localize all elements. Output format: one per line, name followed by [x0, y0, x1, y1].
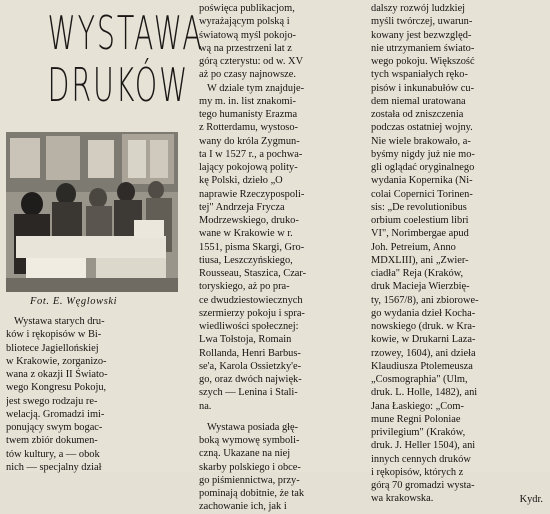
text-line: na. [199, 400, 212, 412]
text-line: se'a, Karola Ossietzky'e- [199, 360, 302, 372]
text-line: privilegium" (Kraków, [371, 427, 466, 438]
text-line: druk. J. Heller 1504), ani [371, 440, 476, 452]
text-line: wa krakowska. [371, 493, 434, 505]
headline-line-1: WYSTAWA [47, 6, 204, 60]
text-line: wana z okazji II Świato- [6, 369, 108, 380]
text-line: tów kultury, a — obok [6, 448, 100, 460]
headline [6, 4, 204, 122]
exhibition-photo-image [6, 132, 178, 292]
text-line: Lwa Tołstoja, Romain [199, 334, 292, 346]
text-line: Wystawa posiada głę- [207, 421, 299, 433]
text-line: Nie wiele brakowało, a- [371, 135, 471, 147]
text-line: wane w Krakowie w r. [199, 228, 293, 240]
text-line: ce dwudziestowiecznych [199, 294, 303, 306]
text-line: toryskiego, aż po pra- [199, 281, 290, 293]
text-line: wany do króla Zygmun- [199, 135, 300, 147]
photo-credit: Fot. E. Węglowski [30, 296, 118, 307]
text-line: mune Regni Poloniae [371, 413, 461, 425]
text-line: z Rotterdamu, wystoso- [199, 122, 298, 134]
text-line: orbium coelestium libri [371, 215, 469, 226]
text-line: twem zbiór dokumen- [6, 435, 98, 447]
text-line: wiedliwości społecznej: [199, 321, 299, 332]
paragraph-gap [199, 413, 363, 421]
text-line: wego pokoju. Większość [371, 56, 475, 67]
text-line: sis: „De revolutionibus [371, 201, 467, 213]
text-line: myśli twórczej, uwarun- [371, 16, 473, 28]
text-line: ciadła" Reja (Kraków, [371, 268, 464, 279]
text-line: my m. in. list znakomi- [199, 95, 296, 107]
text-line: welacją. Gromadzi imi- [6, 408, 105, 420]
text-line: „Cosmographia" (Ulm, [371, 374, 468, 385]
text-line: lający pokojową polity- [199, 162, 298, 173]
text-line: podczas ostatniej wojny. [371, 122, 473, 134]
text-line: jest swego rodzaju re- [6, 395, 98, 407]
text-line: skarby polskiego i obce- [199, 461, 301, 473]
text-line: tego humanisty Erazma [199, 109, 298, 120]
text-line: naprawie Rzeczypospoli- [199, 188, 305, 200]
text-line: nowskiego (druk. w Kra- [371, 321, 476, 332]
text-line: wą na przestrzeni lat z [199, 42, 292, 54]
text-line: Jana Łaskiego: „Com- [371, 400, 464, 412]
text-line: szermierzy pokoju i spra- [199, 307, 305, 319]
text-line: bliotece Jagiellońskiej [6, 342, 99, 354]
text-line: górą 70 gromadzi wysta- [371, 480, 475, 491]
author-signature: Kydr. [519, 493, 543, 505]
text-line: ta I w 1527 r., a pochwa- [199, 148, 303, 160]
text-line: czną. Ukazane na niej [199, 448, 291, 460]
text-line: Joh. Petreium, Anno [371, 241, 456, 253]
text-line: została od zniszczenia [371, 109, 464, 120]
headline-line-2: DRUKÓW [47, 58, 190, 112]
text-line: go wydania dzieł Kocha- [371, 307, 476, 319]
text-line: wego Kongresu Pokoju, [6, 382, 107, 394]
text-line: poświęca publikacjom, [199, 3, 295, 14]
text-line: dalszy rozwój ludzkiej [371, 3, 466, 14]
text-line: go piśmiennictwa, przy- [199, 474, 300, 486]
text-line: VI", Norimbergae apud [371, 228, 469, 240]
text-line: nich — specjalny dział [6, 461, 102, 473]
text-column-2 [199, 2, 363, 514]
text-line: boką wymowę symboli- [199, 435, 300, 446]
text-line: tej" Andrzeja Frycza [199, 201, 285, 213]
text-line: ków i rękopisów w Bi- [6, 329, 102, 341]
text-line: colai Copernici Torinen- [371, 188, 473, 200]
text-line: Wystawa starych dru- [14, 316, 105, 327]
text-line: W dziale tym znajduje- [207, 82, 305, 94]
text-line: wydania Kopernika (Ni- [371, 175, 473, 187]
text-line: byśmy nigdy już nie mo- [371, 148, 475, 160]
text-line: Klaudiusza Ptolemeusza [371, 360, 473, 372]
text-line: kę Polski, dzieło „O [199, 175, 283, 187]
text-line: gli oglądać oryginalnego [371, 162, 475, 173]
text-line: pominają dobitnie, że tak [199, 488, 305, 499]
text-line: 1551, pisma Skargi, Gro- [199, 241, 305, 253]
text-line: tiusa, Leszczyńskiego, [199, 254, 293, 266]
text-line: Rousseau, Staszica, Czar- [199, 268, 307, 279]
text-line: ponujący swym bogac- [6, 422, 103, 433]
text-line: innych cennych druków [371, 453, 471, 465]
text-line: wyrażającym polską i [199, 16, 290, 28]
text-line: kowie, w Drukarni Laza- [371, 334, 476, 346]
text-line: aż po czasy najnowsze. [199, 69, 296, 81]
text-line: nie utrzymaniem świato- [371, 42, 475, 54]
text-line: pisów i inkunabułów cu- [371, 82, 475, 94]
text-line: dem niemal uratowana [371, 95, 466, 107]
text-line: tych wspaniałych ręko- [371, 69, 468, 81]
text-line: Modrzewskiego, druko- [199, 215, 299, 226]
text-line: światową myśl pokojo- [199, 29, 296, 41]
text-column-1 [6, 315, 166, 474]
text-line: ty, 1567/8), ani zbiorowe- [371, 294, 479, 306]
text-line: i rękopisów, których z [371, 466, 464, 478]
text-line: w Krakowie, zorganizo- [6, 355, 107, 367]
text-line: górą czterystu: od w. XV [199, 56, 304, 67]
text-line: rzowey, 1604), ani dzieła [371, 347, 476, 359]
text-line: Rollanda, Henri Barbus- [199, 347, 301, 359]
text-column-3 [371, 2, 543, 506]
text-line: druk Macieja Wierzbię- [371, 281, 470, 293]
text-line: go, oraz dwóch najwięk- [199, 374, 302, 385]
text-line: MDXLIII), ani „Zwier- [371, 254, 469, 266]
text-line: zachowanie ich, jak i [199, 501, 287, 513]
text-line: kowany jest bezwzględ- [371, 29, 472, 41]
exhibition-photo [6, 132, 178, 292]
text-line: szych — Lenina i Stali- [199, 387, 298, 399]
text-line: druk. L. Holle, 1482), ani [371, 387, 478, 399]
